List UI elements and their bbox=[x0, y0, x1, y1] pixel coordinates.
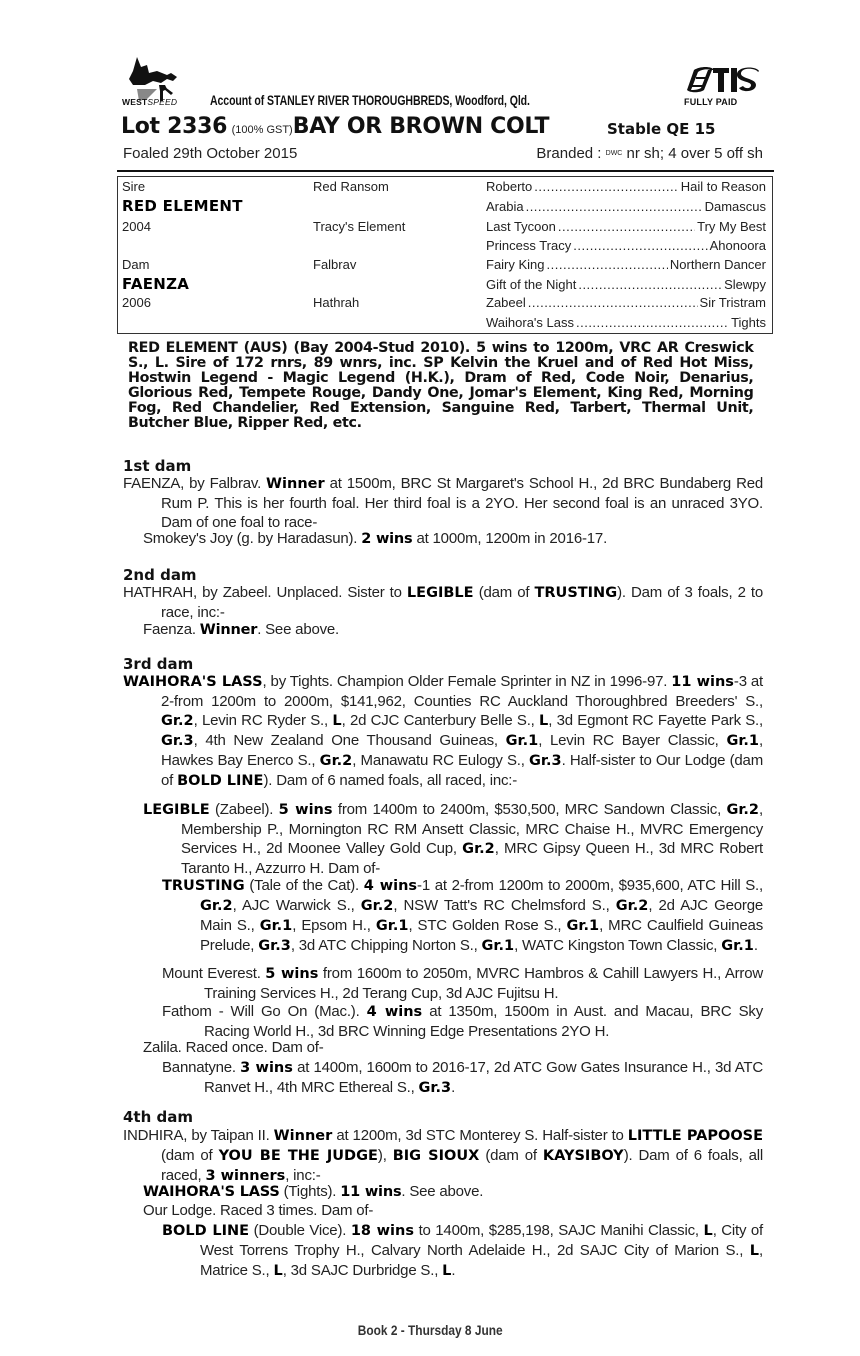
grandparent-row: Princess Tracy ..... Ahonoora bbox=[486, 238, 766, 253]
lot-number: Lot 2336 bbox=[121, 114, 228, 139]
dam-sire: Falbrav bbox=[313, 257, 357, 272]
westspeed-logo-text: WESTSPEED bbox=[122, 97, 178, 107]
sire-year: 2004 bbox=[122, 219, 151, 234]
grandparent-row: Zabeel ..... Sir Tristram bbox=[486, 295, 766, 310]
dam-name: FAENZA bbox=[122, 275, 190, 293]
grandparent-row: Gift of the Night ..... Slewpy bbox=[486, 277, 766, 292]
first-dam-heading: 1st dam bbox=[123, 457, 192, 475]
dam-label: Dam bbox=[122, 257, 150, 272]
progeny-fathom: Fathom - Will Go On (Mac.). 4 wins at 1350m, 1500m in Aust. and Macau, BRC Sky Racing World H., 3d BRC Winning Edge Presentations 2YO H. bbox=[162, 1003, 763, 1040]
foaled-date: Foaled 29th October 2015 bbox=[123, 145, 298, 162]
vendor-account: Account of STANLEY RIVER THOROUGHBREDS, Woodford, Qld. bbox=[210, 93, 530, 108]
second-dam-text: HATHRAH, by Zabeel. Unplaced. Sister to LEGIBLE (dam of TRUSTING). Dam of 3 foals, 2 to race, inc:- bbox=[123, 584, 763, 621]
third-dam-text: WAIHORA'S LASS, by Tights. Champion Older Female Sprinter in NZ in 1996-97. 11 wins-3 at 2-from 1200m to 2000m, $141,962, Counties RC Auckland Thoroughbred Breeders' S., Gr.2, Levin RC Ryder S., L, 2d CJC Canterbury Belle S., L, 3d Egmont RC Fayette Park S., Gr.3, 4th New Zealand One Thousand Guineas, Gr.1, Levin RC Bayer Classic, Gr.1, Hawkes Bay Enerco S., Gr.2, Manawatu RC Eulogy S., Gr.3. Half-sister to Our Lodge (dam of BOLD LINE). Dam of 6 named foals, all raced, inc:- bbox=[123, 673, 764, 789]
progeny-trusting: TRUSTING (Tale of the Cat). 4 wins-1 at 2-from 1200m to 2000m, $935,600, ATC Hill S., Gr.2, AJC Warwick S., Gr.2, NSW Tatt's RC Chelmsford S., Gr.2, 2d AJC George Main S., Gr.1, Epsom H., Gr.1, STC Golden Rose S., Gr.1, MRC Caulfield Guineas Prelude, Gr.3, 3d ATC Chipping Norton S., Gr.1, WATC Kingston Town Classic, Gr.1. bbox=[162, 877, 763, 954]
progeny-zalila: Zalila. Raced once. Dam of- bbox=[143, 1039, 324, 1056]
lot-title bbox=[121, 114, 549, 138]
fourth-dam-heading: 4th dam bbox=[123, 1108, 193, 1126]
progeny-bold-line: BOLD LINE (Double Vice). 18 wins to 1400m, $285,198, SAJC Manihi Classic, L, City of West Torrens Trophy H., Calvary North Adelaide H., 2d SAJC City of Marion S., L, Matrice S., L, 3d SAJC Durbridge S., L. bbox=[162, 1222, 764, 1279]
dam-year: 2006 bbox=[122, 295, 151, 310]
header-divider bbox=[117, 170, 774, 172]
progeny-bannatyne: Bannatyne. 3 wins at 1400m, 1600m to 2016-17, 2d ATC Gow Gates Insurance H., 3d ATC Ranvet H., 4th MRC Ethereal S., Gr.3. bbox=[162, 1059, 763, 1096]
progeny-our-lodge: Our Lodge. Raced 3 times. Dam of- bbox=[143, 1202, 374, 1219]
grandparent-row: Roberto ..... Hail to Reason bbox=[486, 179, 766, 194]
third-dam-heading: 3rd dam bbox=[123, 655, 194, 673]
fourth-dam-text: INDHIRA, by Taipan II. Winner at 1200m, 3d STC Monterey S. Half-sister to LITTLE PAPOOSE (dam of YOU BE THE JUDGE), BIG SIOUX (dam of KAYSIBOY). Dam of 6 foals, all raced, 3 winners, inc:- bbox=[123, 1127, 764, 1184]
sire-sire: Red Ransom bbox=[313, 179, 389, 194]
stable-location: Stable QE 15 bbox=[607, 120, 716, 138]
second-dam-heading: 2nd dam bbox=[123, 566, 197, 584]
first-dam-text: FAENZA, by Falbrav. Winner at 1500m, BRC St Margaret's School H., 2d BRC Bundaberg Red Rum P. This is her fourth foal. Her third foal is a 2YO. Her second foal is an unraced 3YO. Dam of one foal to race- bbox=[123, 475, 763, 531]
sire-summary: RED ELEMENT (AUS) (Bay 2004-Stud 2010). 5 wins to 1200m, VRC AR Creswick S., L. Sire of 172 rnrs, 89 wnrs, inc. SP Kelvin the Kruel and of Red Hot Miss, Hostwin Legend - Magic Legend (H.K.), Dram of Red, Code Noir, Denarius, Glorious Red, Tempete Rouge, Dandy One, Jomar's Element, King Red, Morning Fog, Red Chandelier, Red Extension, Sanguine Red, Tarbert, Thermal Unit, Butcher Blue, Ripper Red, etc. bbox=[128, 340, 754, 431]
horse-description: BAY OR BROWN COLT bbox=[292, 114, 550, 139]
gst-note: (100% GST) bbox=[231, 124, 293, 136]
grandparent-row: Last Tycoon ..... Try My Best bbox=[486, 219, 766, 234]
dam-dam: Hathrah bbox=[313, 295, 360, 310]
progeny-waihoras-lass: WAIHORA'S LASS (Tights). 11 wins. See above. bbox=[143, 1183, 484, 1200]
progeny-legible: LEGIBLE (Zabeel). 5 wins from 1400m to 2400m, $530,500, MRC Sandown Classic, Gr.2, Membership P., Mornington RC RM Ansett Classic, MRC Chaise H., MVRC Emergency Services H., 2d Moonee Valley Gold Cup, Gr.2, MRC Gipsy Queen H., 3d MRC Robert Taranto H., Azzurro H. Dam of- bbox=[143, 801, 763, 877]
progeny-smokeys-joy: Smokey's Joy (g. by Haradasun). 2 wins at 1000m, 1200m in 2016-17. bbox=[143, 530, 608, 547]
sire-name: RED ELEMENT bbox=[122, 197, 243, 215]
otis-logo-icon bbox=[686, 66, 760, 94]
page-footer: Book 2 - Thursday 8 June bbox=[357, 1322, 503, 1338]
payment-status: FULLY PAID bbox=[684, 97, 738, 107]
progeny-mount-everest: Mount Everest. 5 wins from 1600m to 2050m, MVRC Hambros & Cahill Lawyers H., Arrow Training Services H., 2d Terang Cup, 3d AJC Fujitsu H. bbox=[162, 965, 763, 1002]
pedigree-table bbox=[117, 176, 773, 334]
grandparent-row: Arabia ..... Damascus bbox=[486, 199, 766, 214]
grandparent-row: Waihora's Lass ..... Tights bbox=[486, 315, 766, 330]
grandparent-row: Fairy King ..... Northern Dancer bbox=[486, 257, 766, 272]
sire-dam: Tracy's Element bbox=[313, 219, 406, 234]
progeny-faenza: Faenza. Winner. See above. bbox=[143, 621, 340, 638]
brand-info: Branded : $^{DWC}$ nr sh; 4 over 5 off sh bbox=[536, 145, 763, 162]
brand-mark: DWC bbox=[605, 150, 623, 157]
sire-label: Sire bbox=[122, 179, 146, 194]
